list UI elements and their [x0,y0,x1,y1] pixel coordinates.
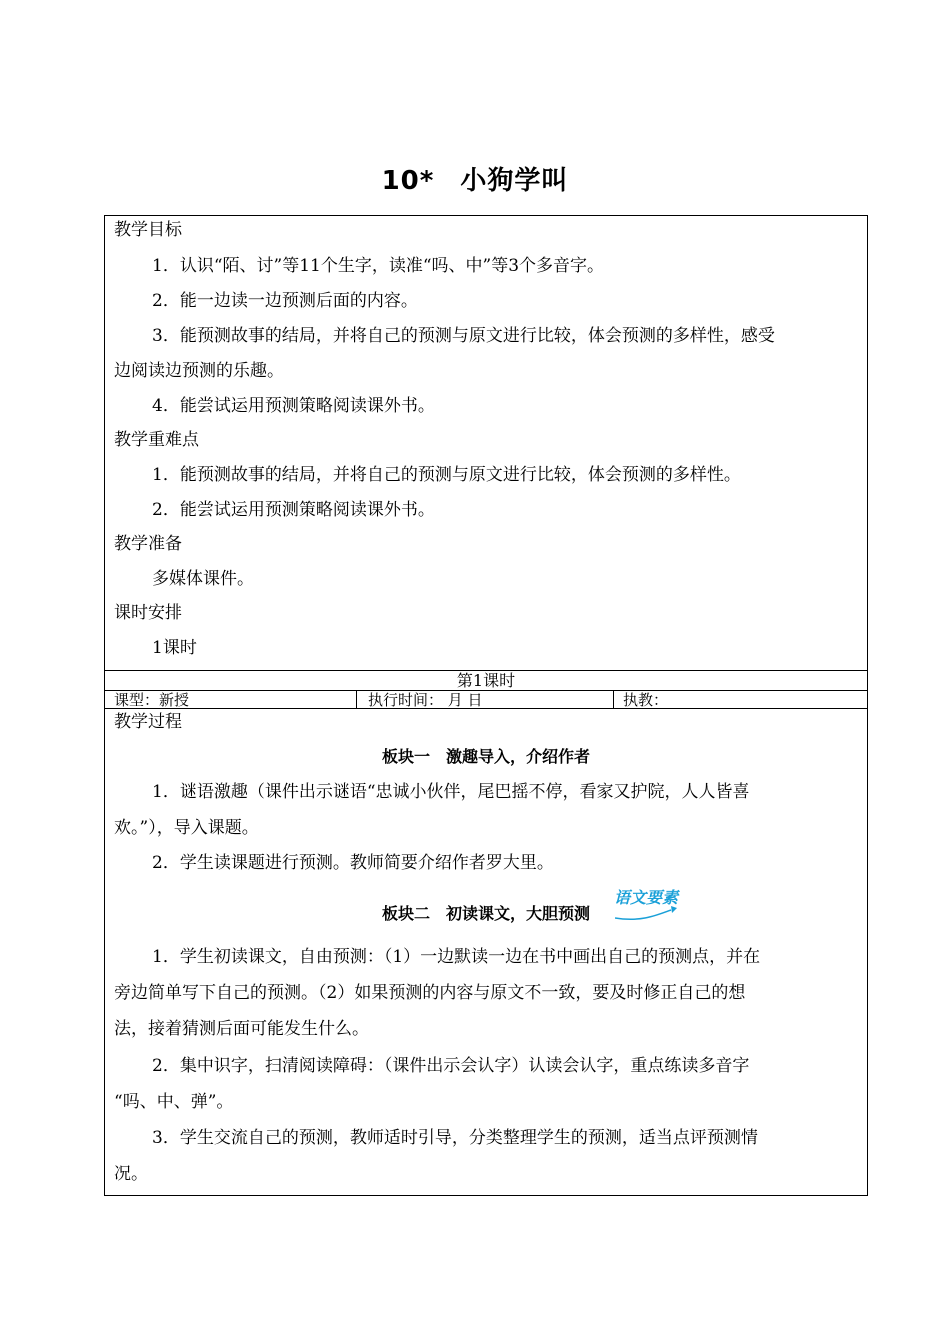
divider [105,690,867,691]
schedule-heading: 课时安排 [114,603,182,623]
keypoint-item: 1．能预测故事的结局，并将自己的预测与原文进行比较，体会预测的多样性。 [152,465,741,485]
objective-item: 2．能一边读一边预测后面的内容。 [152,291,418,311]
lesson-time: 执行时间： 月 日 [368,691,483,709]
block2-line: 法，接着猜测后面可能发生什么。 [114,1019,369,1039]
block1-line: 1．谜语激趣（课件出示谜语“忠诚小伙伴，尾巴摇不停，看家又护院，人人皆喜 [152,782,750,802]
block1-title: 板块一 激趣导入，介绍作者 [381,747,590,766]
objective-item: 3．能预测故事的结局，并将自己的预测与原文进行比较，体会预测的多样性，感受 [152,326,775,346]
annotation-text: 语文要素 [614,888,679,907]
cell-divider [356,690,357,708]
keypoint-item: 2．能尝试运用预测策略阅读课外书。 [152,500,435,520]
lesson-number: 10* [381,166,435,196]
lesson-plan-table [104,215,868,1196]
objectives-heading: 教学目标 [114,220,182,240]
process-heading: 教学过程 [114,712,182,732]
block2-line: 3．学生交流自己的预测，教师适时引导，分类整理学生的预测，适当点评预测情 [152,1128,758,1148]
preparation-heading: 教学准备 [114,534,182,554]
objective-item: 1．认识“陌、讨”等11个生字，读准“吗、中”等3个多音字。 [152,256,605,276]
block2-line: 旁边简单写下自己的预测。（2）如果预测的内容与原文不一致，要及时修正自己的想 [114,983,746,1003]
block1-line: 欢。”），导入课题。 [114,818,259,838]
page-title [0,160,950,197]
preparation-text: 多媒体课件。 [152,569,254,589]
schedule-text: 1课时 [152,638,197,658]
lesson-teacher: 执教： [623,691,669,709]
cell-divider [613,690,614,708]
divider [105,708,867,709]
lesson-type: 课型：新授 [114,691,190,709]
block2-line: 况。 [114,1164,148,1184]
block2-line: “吗、中、弹”。 [114,1092,234,1112]
keypoints-heading: 教学重难点 [114,430,199,450]
block2-title: 板块二 初读课文，大胆预测 [381,904,590,923]
block2-line: 2．集中识字，扫清阅读障碍：（课件出示会认字）认读会认字，重点练读多音字 [152,1056,750,1076]
lesson-title: 第1课时 [456,671,516,690]
objective-item: 边阅读边预测的乐趣。 [114,361,284,381]
lesson-name: 小狗学叫 [460,166,569,196]
block2-line: 1．学生初读课文，自由预测：（1）一边默读一边在书中画出自己的预测点，并在 [152,947,761,967]
block1-line: 2．学生读课题进行预测。教师简要介绍作者罗大里。 [152,853,554,873]
objective-item: 4．能尝试运用预测策略阅读课外书。 [152,396,435,416]
